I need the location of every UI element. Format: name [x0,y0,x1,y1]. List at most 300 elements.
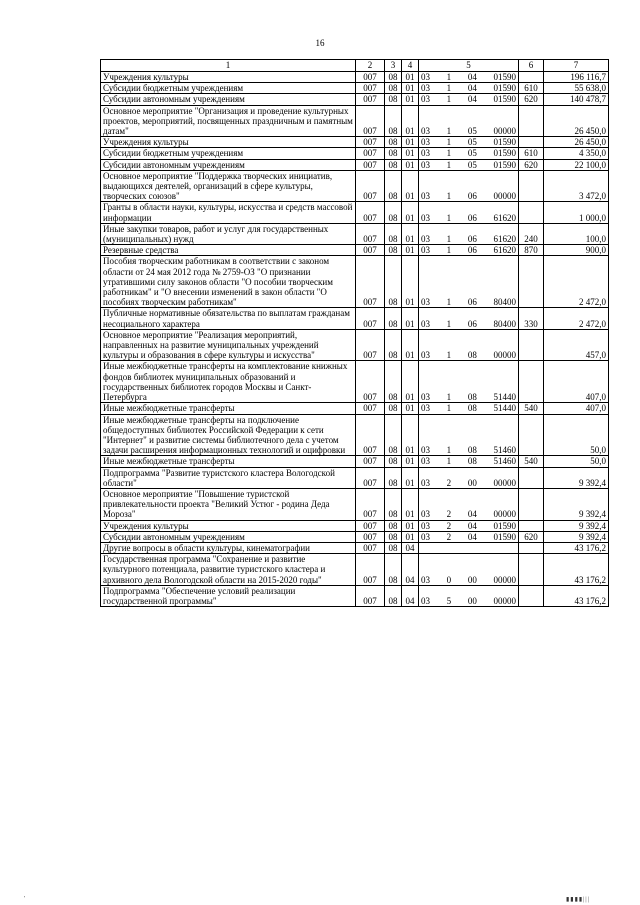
row-name: Государственная программа "Сохранение и развитие культурного потенциала, развитие туристского кластера и архивного дела Вологодской области на 2015-2020 годы" [101,554,356,586]
target-article-parts [421,392,516,402]
row-target-article [419,202,519,223]
target-article-parts [421,509,516,519]
row-code-section: 08 [385,531,402,542]
row-expense-type: 540 [519,403,544,414]
table-row [101,105,609,137]
row-code-section: 08 [385,245,402,256]
row-code-subsection: 01 [402,403,419,414]
table-row [101,256,609,308]
row-expense-type [519,488,544,520]
header-cell: 6 [519,60,544,72]
target-article-part: 03 [421,94,430,105]
target-article-parts [421,297,516,307]
row-code-ministry: 007 [356,72,385,83]
table-row [101,72,609,83]
target-article-part: 03 [421,191,430,202]
row-amount: 1 000,0 [544,202,609,223]
target-article-part: 61620 [493,245,516,256]
target-article-parts [421,72,516,82]
row-name: Подпрограмма "Обеспечение условий реализации государственной программы" [101,585,356,606]
row-code-ministry: 007 [356,542,385,553]
target-article-part: 61620 [493,212,516,223]
target-article-part: 03 [421,595,430,606]
target-article-part: 1 [446,456,452,467]
target-article-part: 03 [421,456,430,467]
row-amount: 2 472,0 [544,308,609,329]
row-target-article [419,72,519,83]
row-code-subsection: 01 [402,148,419,159]
target-article-parts [421,213,516,223]
row-expense-type [519,105,544,137]
table-row [101,202,609,223]
target-article-part: 2 [446,477,452,488]
header-cell: 4 [402,60,419,72]
target-article-parts [421,521,516,531]
target-article-part: 03 [421,83,430,94]
target-article-part: 04 [467,520,477,531]
table-row [101,554,609,586]
row-amount: 407,0 [544,403,609,414]
row-code-section: 08 [385,105,402,137]
row-code-ministry: 007 [356,585,385,606]
target-article-parts [421,532,516,542]
row-code-section: 08 [385,137,402,148]
table-row [101,308,609,329]
row-code-ministry: 007 [356,245,385,256]
barcode-mark: ▮▮▮▮||| [566,897,590,903]
row-code-subsection: 01 [402,308,419,329]
row-amount: 2 472,0 [544,256,609,308]
row-name: Субсидии бюджетным учреждениям [101,148,356,159]
row-name: Основное мероприятие "Повышение туристской привлекательности проекта "Великий Устюг - родина Деда Мороза" [101,488,356,520]
row-code-ministry: 007 [356,137,385,148]
table-row [101,329,609,361]
table-row [101,361,609,403]
target-article-part: 1 [446,392,452,403]
table-row [101,137,609,148]
row-code-ministry: 007 [356,223,385,244]
row-code-ministry: 007 [356,94,385,105]
target-article-part: 03 [421,72,430,82]
target-article-parts [421,403,516,413]
target-article-part: 05 [467,148,477,159]
target-article-part: 05 [467,159,477,170]
row-code-subsection: 04 [402,554,419,586]
target-article-part: 1 [446,318,452,329]
target-article-parts [421,575,516,585]
row-code-subsection: 01 [402,159,419,170]
row-expense-type: 610 [519,148,544,159]
target-article-parts [421,83,516,93]
page-number: 16 [315,38,325,48]
row-target-article [419,308,519,329]
header-cell: 5 [419,60,519,72]
row-code-subsection: 01 [402,456,419,467]
row-code-section: 08 [385,223,402,244]
scan-mark: ' [24,896,26,902]
row-code-section: 08 [385,414,402,456]
table-row [101,94,609,105]
target-article-parts [421,596,516,606]
target-article-parts [421,445,516,455]
row-code-section: 08 [385,94,402,105]
row-name: Субсидии автономным учреждениям [101,531,356,542]
target-article-parts [421,191,516,201]
target-article-part: 1 [446,245,452,256]
row-code-section: 08 [385,72,402,83]
target-article-part: 51460 [493,445,516,456]
row-code-ministry: 007 [356,308,385,329]
target-article-part: 00000 [493,126,516,137]
row-target-article [419,585,519,606]
target-article-part: 1 [446,191,452,202]
target-article-part: 03 [421,126,430,137]
table-row [101,83,609,94]
target-article-parts [421,319,516,329]
row-amount: 100,0 [544,223,609,244]
row-name: Учреждения культуры [101,72,356,83]
row-target-article [419,159,519,170]
row-amount: 457,0 [544,329,609,361]
target-article-part: 06 [467,234,477,245]
row-expense-type: 330 [519,308,544,329]
row-code-subsection: 01 [402,202,419,223]
target-article-part: 1 [446,126,452,137]
target-article-part: 03 [421,531,430,542]
row-code-ministry: 007 [356,329,385,361]
row-code-ministry: 007 [356,256,385,308]
row-code-section: 08 [385,542,402,553]
target-article-part: 03 [421,297,430,308]
target-article-part: 01590 [493,159,516,170]
row-code-subsection: 01 [402,531,419,542]
row-code-ministry: 007 [356,531,385,542]
row-name: Основное мероприятие "Реализация мероприятий, направленных на развитие муниципальных учреждений культуры и образования в сфере культуры и искусства" [101,329,356,361]
row-expense-type [519,585,544,606]
row-code-ministry: 007 [356,159,385,170]
row-expense-type: 620 [519,159,544,170]
row-target-article [419,520,519,531]
row-name: Иные межбюджетные трансферты [101,456,356,467]
target-article-part: 03 [421,350,430,361]
target-article-part: 1 [446,445,452,456]
target-article-part: 03 [421,392,430,403]
row-amount: 26 450,0 [544,105,609,137]
target-article-part: 03 [421,245,430,256]
row-amount: 9 392,4 [544,520,609,531]
row-amount: 3 472,0 [544,170,609,202]
row-code-subsection: 01 [402,83,419,94]
row-target-article [419,223,519,244]
row-code-subsection: 01 [402,488,419,520]
target-article-part: 08 [467,445,477,456]
row-code-section: 08 [385,520,402,531]
target-article-part: 08 [467,392,477,403]
row-amount: 9 392,4 [544,488,609,520]
target-article-part: 00000 [493,477,516,488]
header-cell: 2 [356,60,385,72]
row-name: Другие вопросы в области культуры, кинематографии [101,542,356,553]
target-article-part: 00000 [493,509,516,520]
target-article-part: 06 [467,318,477,329]
target-article-part: 5 [446,595,452,606]
row-target-article [419,329,519,361]
row-target-article [419,456,519,467]
target-article-part: 04 [467,83,477,94]
row-expense-type [519,361,544,403]
row-code-subsection: 01 [402,520,419,531]
row-name: Субсидии автономным учреждениям [101,94,356,105]
target-article-parts [421,234,516,244]
row-name: Публичные нормативные обязательства по выплатам гражданам несоциального характера [101,308,356,329]
row-expense-type [519,137,544,148]
row-target-article [419,256,519,308]
row-expense-type: 870 [519,245,544,256]
row-target-article [419,554,519,586]
target-article-parts [421,160,516,170]
target-article-parts [421,245,516,255]
header-row [101,60,609,72]
target-article-part: 08 [467,456,477,467]
target-article-part: 03 [421,509,430,520]
row-code-subsection: 01 [402,256,419,308]
target-article-part: 08 [467,350,477,361]
target-article-part: 03 [421,159,430,170]
target-article-part: 06 [467,245,477,256]
target-article-part: 08 [467,403,477,414]
row-target-article [419,137,519,148]
target-article-parts [421,478,516,488]
table-row [101,531,609,542]
target-article-part: 00000 [493,595,516,606]
row-code-subsection: 01 [402,223,419,244]
row-target-article [419,488,519,520]
target-article-part: 51460 [493,456,516,467]
row-target-article [419,467,519,488]
row-target-article [419,542,519,553]
row-amount: 43 176,2 [544,585,609,606]
target-article-part: 1 [446,94,452,105]
target-article-part: 03 [421,212,430,223]
row-target-article [419,170,519,202]
target-article-part: 1 [446,350,452,361]
target-article-part: 01590 [493,531,516,542]
row-expense-type [519,520,544,531]
row-code-ministry: 007 [356,467,385,488]
target-article-parts [421,456,516,466]
row-target-article [419,94,519,105]
row-code-subsection: 01 [402,105,419,137]
target-article-part: 1 [446,72,452,82]
target-article-part: 03 [421,520,430,531]
row-code-subsection: 01 [402,414,419,456]
row-name: Субсидии бюджетным учреждениям [101,83,356,94]
target-article-part: 1 [446,212,452,223]
table-row [101,403,609,414]
header-cell: 3 [385,60,402,72]
row-amount: 140 478,7 [544,94,609,105]
row-code-subsection: 04 [402,585,419,606]
header-cell: 1 [101,60,356,72]
row-code-subsection: 01 [402,361,419,403]
row-target-article [419,105,519,137]
row-code-section: 08 [385,148,402,159]
row-target-article [419,148,519,159]
row-code-section: 08 [385,256,402,308]
target-article-part: 03 [421,477,430,488]
row-code-subsection: 04 [402,542,419,553]
row-expense-type [519,256,544,308]
row-name: Резервные средства [101,245,356,256]
row-expense-type [519,72,544,83]
target-article-part: 2 [446,520,452,531]
row-code-ministry: 007 [356,361,385,403]
target-article-part: 03 [421,148,430,159]
row-code-section: 08 [385,467,402,488]
row-code-subsection: 01 [402,137,419,148]
table-row [101,159,609,170]
row-expense-type [519,467,544,488]
row-name: Учреждения культуры [101,137,356,148]
row-name: Иные межбюджетные трансферты на комплектование книжных фондов библиотек муниципальных образований и государственных библиотек городов Москвы и Санкт-Петербурга [101,361,356,403]
row-amount: 196 116,7 [544,72,609,83]
table-row [101,467,609,488]
target-article-part: 80400 [493,297,516,308]
target-article-part: 0 [446,574,452,585]
target-article-part: 06 [467,191,477,202]
row-amount: 43 176,2 [544,542,609,553]
row-expense-type: 540 [519,456,544,467]
table-row [101,542,609,553]
row-code-subsection: 01 [402,467,419,488]
row-code-section: 08 [385,456,402,467]
row-amount: 4 350,0 [544,148,609,159]
row-code-section: 08 [385,159,402,170]
row-target-article [419,403,519,414]
target-article-part: 1 [446,297,452,308]
row-amount: 50,0 [544,414,609,456]
row-target-article [419,361,519,403]
table-row [101,245,609,256]
row-name: Гранты в области науки, культуры, искусства и средств массовой информации [101,202,356,223]
target-article-part: 01590 [493,520,516,531]
row-expense-type: 240 [519,223,544,244]
target-article-part: 05 [467,126,477,137]
row-target-article [419,531,519,542]
table-row [101,414,609,456]
target-article-part: 00 [467,574,477,585]
target-article-part: 80400 [493,318,516,329]
target-article-parts [421,94,516,104]
row-amount: 50,0 [544,456,609,467]
target-article-part: 01590 [493,72,516,82]
row-code-ministry: 007 [356,488,385,520]
target-article-part: 03 [421,318,430,329]
table-row [101,520,609,531]
row-code-subsection: 01 [402,170,419,202]
row-code-ministry: 007 [356,202,385,223]
target-article-part: 00 [467,477,477,488]
row-amount: 900,0 [544,245,609,256]
row-amount: 407,0 [544,361,609,403]
row-code-ministry: 007 [356,105,385,137]
row-target-article [419,245,519,256]
row-code-ministry: 007 [356,414,385,456]
target-article-part: 06 [467,297,477,308]
row-amount: 22 100,0 [544,159,609,170]
table-row [101,585,609,606]
row-name: Учреждения культуры [101,520,356,531]
row-amount: 9 392,4 [544,531,609,542]
table-row [101,488,609,520]
target-article-part: 04 [467,531,477,542]
row-code-ministry: 007 [356,520,385,531]
row-code-ministry: 007 [356,83,385,94]
row-expense-type: 620 [519,94,544,105]
row-amount: 9 392,4 [544,467,609,488]
row-code-ministry: 007 [356,554,385,586]
target-article-part: 1 [446,137,452,148]
target-article-part: 00000 [493,574,516,585]
table-row [101,148,609,159]
row-expense-type [519,414,544,456]
row-code-section: 08 [385,170,402,202]
target-article-part: 04 [467,94,477,105]
row-code-section: 08 [385,202,402,223]
row-name: Основное мероприятие "Организация и проведение культурных проектов, мероприятий, посвященных праздничным и памятным датам" [101,105,356,137]
target-article-part: 03 [421,137,430,148]
target-article-part: 61620 [493,234,516,245]
row-code-subsection: 01 [402,245,419,256]
target-article-part: 01590 [493,137,516,148]
row-code-section: 08 [385,554,402,586]
target-article-part: 01590 [493,94,516,105]
table-row [101,223,609,244]
row-target-article [419,414,519,456]
row-code-section: 08 [385,403,402,414]
row-expense-type: 610 [519,83,544,94]
target-article-part: 03 [421,403,430,414]
row-expense-type [519,329,544,361]
target-article-part: 00 [467,595,477,606]
row-amount: 26 450,0 [544,137,609,148]
target-article-part: 51440 [493,392,516,403]
row-code-ministry: 007 [356,148,385,159]
row-name: Подпрограмма "Развитие туристского кластера Вологодской области" [101,467,356,488]
row-expense-type [519,542,544,553]
target-article-part: 1 [446,148,452,159]
row-amount: 43 176,2 [544,554,609,586]
table-row [101,456,609,467]
target-article-part: 06 [467,212,477,223]
header-cell: 7 [544,60,609,72]
target-article-part: 1 [446,403,452,414]
row-code-section: 08 [385,308,402,329]
target-article-part: 05 [467,137,477,148]
row-name: Пособия творческим работникам в соответствии с законом области от 24 мая 2012 года № 2759-ОЗ "О признании утратившими силу законов области "О пособии творческим работникам" и "О внесении изменений в закон области "О пособиях творческим работникам" [101,256,356,308]
target-article-part: 04 [467,509,477,520]
row-target-article [419,83,519,94]
target-article-part: 01590 [493,148,516,159]
row-name: Основное мероприятие "Поддержка творческих инициатив, выдающихся деятелей, организаций в сфере культуры, творческих союзов" [101,170,356,202]
row-amount: 55 638,0 [544,83,609,94]
row-code-ministry: 007 [356,403,385,414]
row-code-ministry: 007 [356,170,385,202]
target-article-parts [421,148,516,158]
row-expense-type [519,170,544,202]
row-expense-type: 620 [519,531,544,542]
row-code-section: 08 [385,361,402,403]
